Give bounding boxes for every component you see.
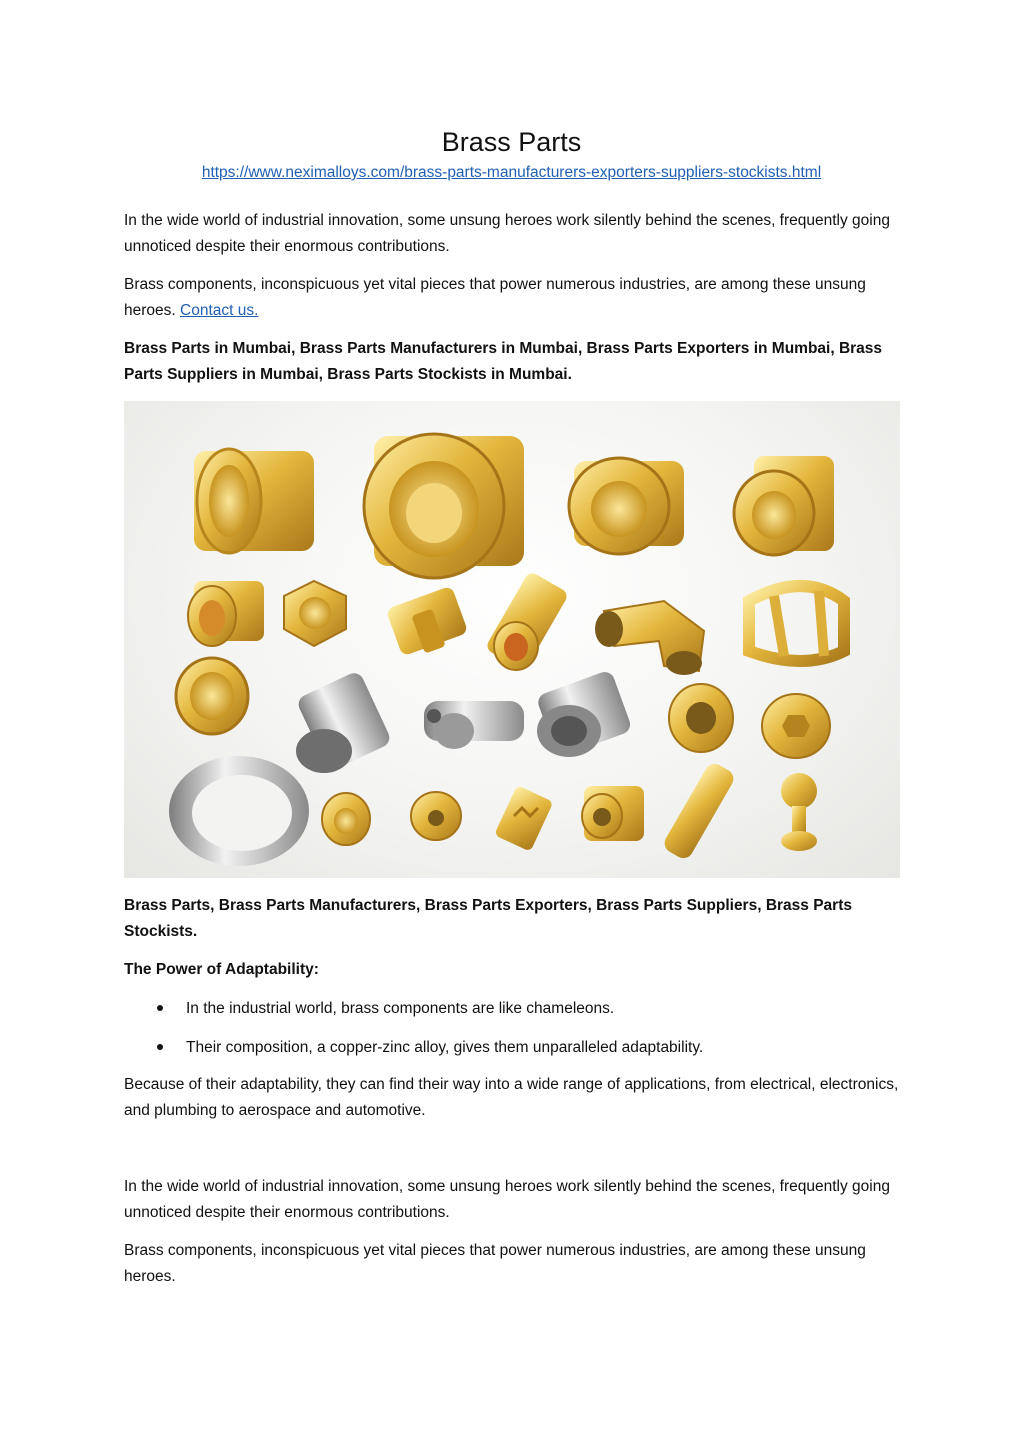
bullet-item [124,996,904,1035]
bullet-list [124,996,904,1073]
mumbai-heading: Brass Parts in Mumbai, Brass Parts Manufacturers in Mumbai, Brass Parts Exporters in Mumbai, Brass Parts Suppliers in Mumbai, Brass Parts Stockists in Mumbai. [124,340,883,383]
section-heading: The Power of Adaptability: [124,961,319,978]
threaded-socket-part [582,786,644,841]
small-bushing-part [322,793,370,845]
large-bushing-part [194,449,314,553]
ball-knob-part [781,773,817,851]
threaded-ring-part [176,658,248,734]
bullet-item [124,1035,904,1074]
flanged-bushing-part [535,669,632,757]
caption-heading: Brass Parts, Brass Parts Manufacturers, Brass Parts Exporters, Brass Parts Suppliers, Brass Parts Stockists. [124,897,852,940]
adaptability-paragraph: Because of their adaptability, they can find their way into a wide range of applications, from electrical, electronics, and plumbing to aerospace and automotive. [124,1076,899,1119]
cage-fitting-part [749,586,844,661]
threaded-nipple-part [188,581,264,646]
steel-sleeve-part [295,670,392,773]
repeat-components-paragraph: Brass components, inconspicuous yet vital pieces that power numerous industries, are among these unsung heroes. [124,1242,866,1285]
small-fitting-part [411,792,461,840]
hex-plug-part [762,694,830,758]
knurled-nut-part [569,458,684,554]
components-paragraph-text: Brass components, inconspicuous yet vital pieces that power numerous industries, are among these unsung heroes. [124,276,866,319]
bullet-text: Their composition, a copper-zinc alloy, gives them unparalleled adaptability. [186,1038,704,1056]
contact-us-link[interactable]: Contact us. [180,301,259,319]
hose-barb-part [661,760,737,862]
page-title: Brass Parts [441,127,582,157]
elbow-fitting-part [595,601,704,675]
knurled-ring-part [364,434,524,578]
brass-parts-photo [124,401,900,878]
small-threaded-nut-part [669,684,733,752]
intro-paragraph: In the wide world of industrial innovation, some unsung heroes work silently behind the scenes, frequently going unnoticed despite their enormous contributions. [124,212,890,255]
steel-ring-part [169,756,309,866]
source-url-link[interactable]: https://www.neximalloys.com/brass-parts-manufacturers-exporters-suppliers-stockists.html [201,164,822,181]
bullet-dot-icon [157,1044,163,1050]
threaded-adapter-part [734,456,834,555]
repeat-intro-paragraph: In the wide world of industrial innovation, some unsung heroes work silently behind the scenes, frequently going unnoticed despite their enormous contributions. [124,1178,890,1221]
chrome-eye-fitting-part [424,701,524,749]
components-paragraph [124,272,904,323]
bullet-dot-icon [157,1005,163,1011]
long-fitting-part [485,571,570,672]
brass-parts-illustration [124,401,900,878]
slotted-connector-part [386,586,469,657]
bullet-text: In the industrial world, brass components are like chameleons. [186,1000,615,1017]
hex-nut-part [284,581,346,646]
spring-clip-part [494,785,553,852]
